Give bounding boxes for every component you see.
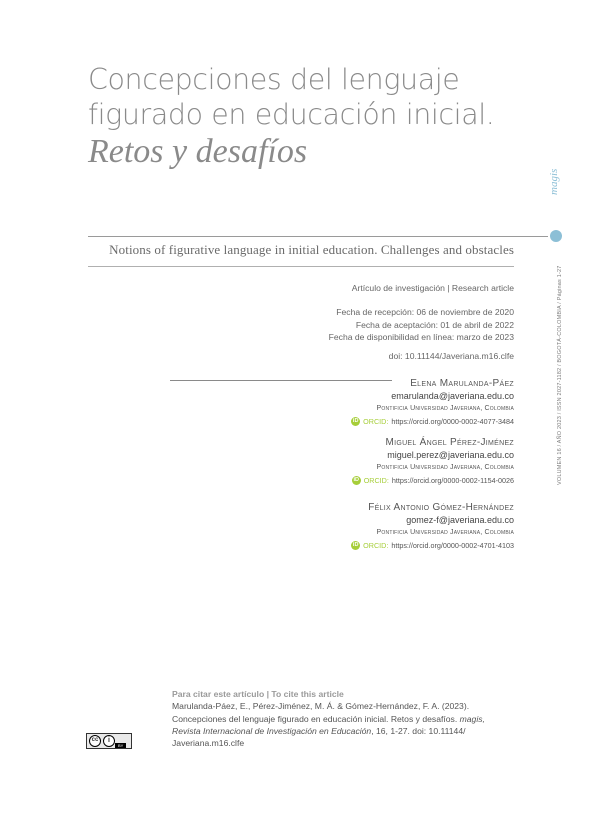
author-email[interactable]: gomez-f@javeriana.edu.co: [406, 515, 514, 525]
citation-volume: , 16, 1-27. doi: 10.11144/: [371, 725, 466, 736]
title-line-2: figurado en educación inicial.: [88, 98, 495, 131]
orcid-label: ORCID:: [363, 476, 389, 485]
english-subtitle: Notions of figurative language in initial education. Challenges and obstacles: [109, 242, 514, 257]
orcid-link[interactable]: https://orcid.org/0000-0002-4701-4103: [391, 541, 514, 550]
author-email[interactable]: miguel.perez@javeriana.edu.co: [387, 450, 514, 460]
article-doi[interactable]: doi: 10.11144/Javeriana.m16.clfe: [388, 351, 514, 361]
author-name: Elena Marulanda-Páez: [410, 378, 514, 389]
citation-line-3: [172, 725, 532, 737]
author-orcid: [352, 474, 514, 487]
by-label: BY: [115, 743, 126, 748]
author-3: [351, 501, 514, 552]
author-institution: Pontificia Universidad Javeriana, Colombia: [376, 529, 514, 536]
orcid-icon: iD: [352, 542, 359, 548]
orcid-label: ORCID:: [363, 417, 389, 426]
orcid-label: ORCID:: [363, 541, 389, 550]
citation-line-1: Marulanda-Páez, E., Pérez-Jiménez, M. Á. & Gómez-Hernández, F. A. (2023).: [172, 701, 470, 712]
journal-vertical-meta: VOLUMEN 16 / AÑO 2023 / ISSN 2027-1182 / BOGOTÁ-COLOMBIA / Páginas 1-27: [557, 265, 563, 485]
author-orcid: [351, 415, 514, 428]
author-institution: Pontificia Universidad Javeriana, Colombia: [376, 405, 514, 412]
citation-journal: Revista Internacional de Investigación en Educación: [172, 725, 372, 736]
author-2: [352, 436, 514, 487]
orcid-link[interactable]: https://orcid.org/0000-0002-4077-3484: [391, 417, 514, 426]
by-person-icon: i: [103, 735, 115, 747]
title-line-3: Retos y desafíos: [88, 133, 308, 170]
article-type: Artículo de investigación | Research article: [351, 283, 514, 293]
citation-line-2: [172, 713, 532, 725]
subtitle-divider: [88, 266, 514, 267]
citation-title: Concepciones del lenguaje figurado en educación inicial. Retos y desafíos.: [172, 713, 458, 724]
author-orcid: [351, 539, 514, 552]
article-title: [88, 62, 548, 172]
journal-circle-icon: [550, 230, 562, 242]
date-accepted: Fecha de aceptación: 01 de abril de 2022: [355, 319, 514, 330]
orcid-icon: iD: [353, 477, 359, 483]
journal-logo: magis: [548, 168, 560, 195]
citation-heading: Para citar este artículo | To cite this article: [172, 689, 344, 699]
article-dates: [329, 306, 514, 344]
date-received: Fecha de recepción: 06 de noviembre de 2020: [336, 307, 514, 317]
title-line-1: Concepciones del lenguaje: [88, 63, 460, 96]
orcid-link[interactable]: https://orcid.org/0000-0002-1154-0026: [391, 476, 514, 485]
title-divider: [88, 236, 548, 237]
author-name: Miguel Ángel Pérez-Jiménez: [385, 437, 514, 448]
citation-doi-tail[interactable]: Javeriana.m16.clfe: [172, 738, 245, 749]
cc-by-license-badge[interactable]: [86, 733, 132, 749]
citation-block: [172, 688, 532, 749]
citation-journal-short: magis,: [459, 713, 485, 724]
author-institution: Pontificia Universidad Javeriana, Colombia: [376, 464, 514, 471]
author-1: [351, 377, 514, 428]
date-available: Fecha de disponibilidad en línea: marzo de 2023: [328, 332, 514, 342]
author-email[interactable]: emarulanda@javeriana.edu.co: [391, 391, 514, 401]
author-name: Félix Antonio Gómez-Hernández: [368, 502, 514, 513]
orcid-icon: iD: [352, 418, 359, 424]
cc-icon: cc: [89, 735, 101, 747]
